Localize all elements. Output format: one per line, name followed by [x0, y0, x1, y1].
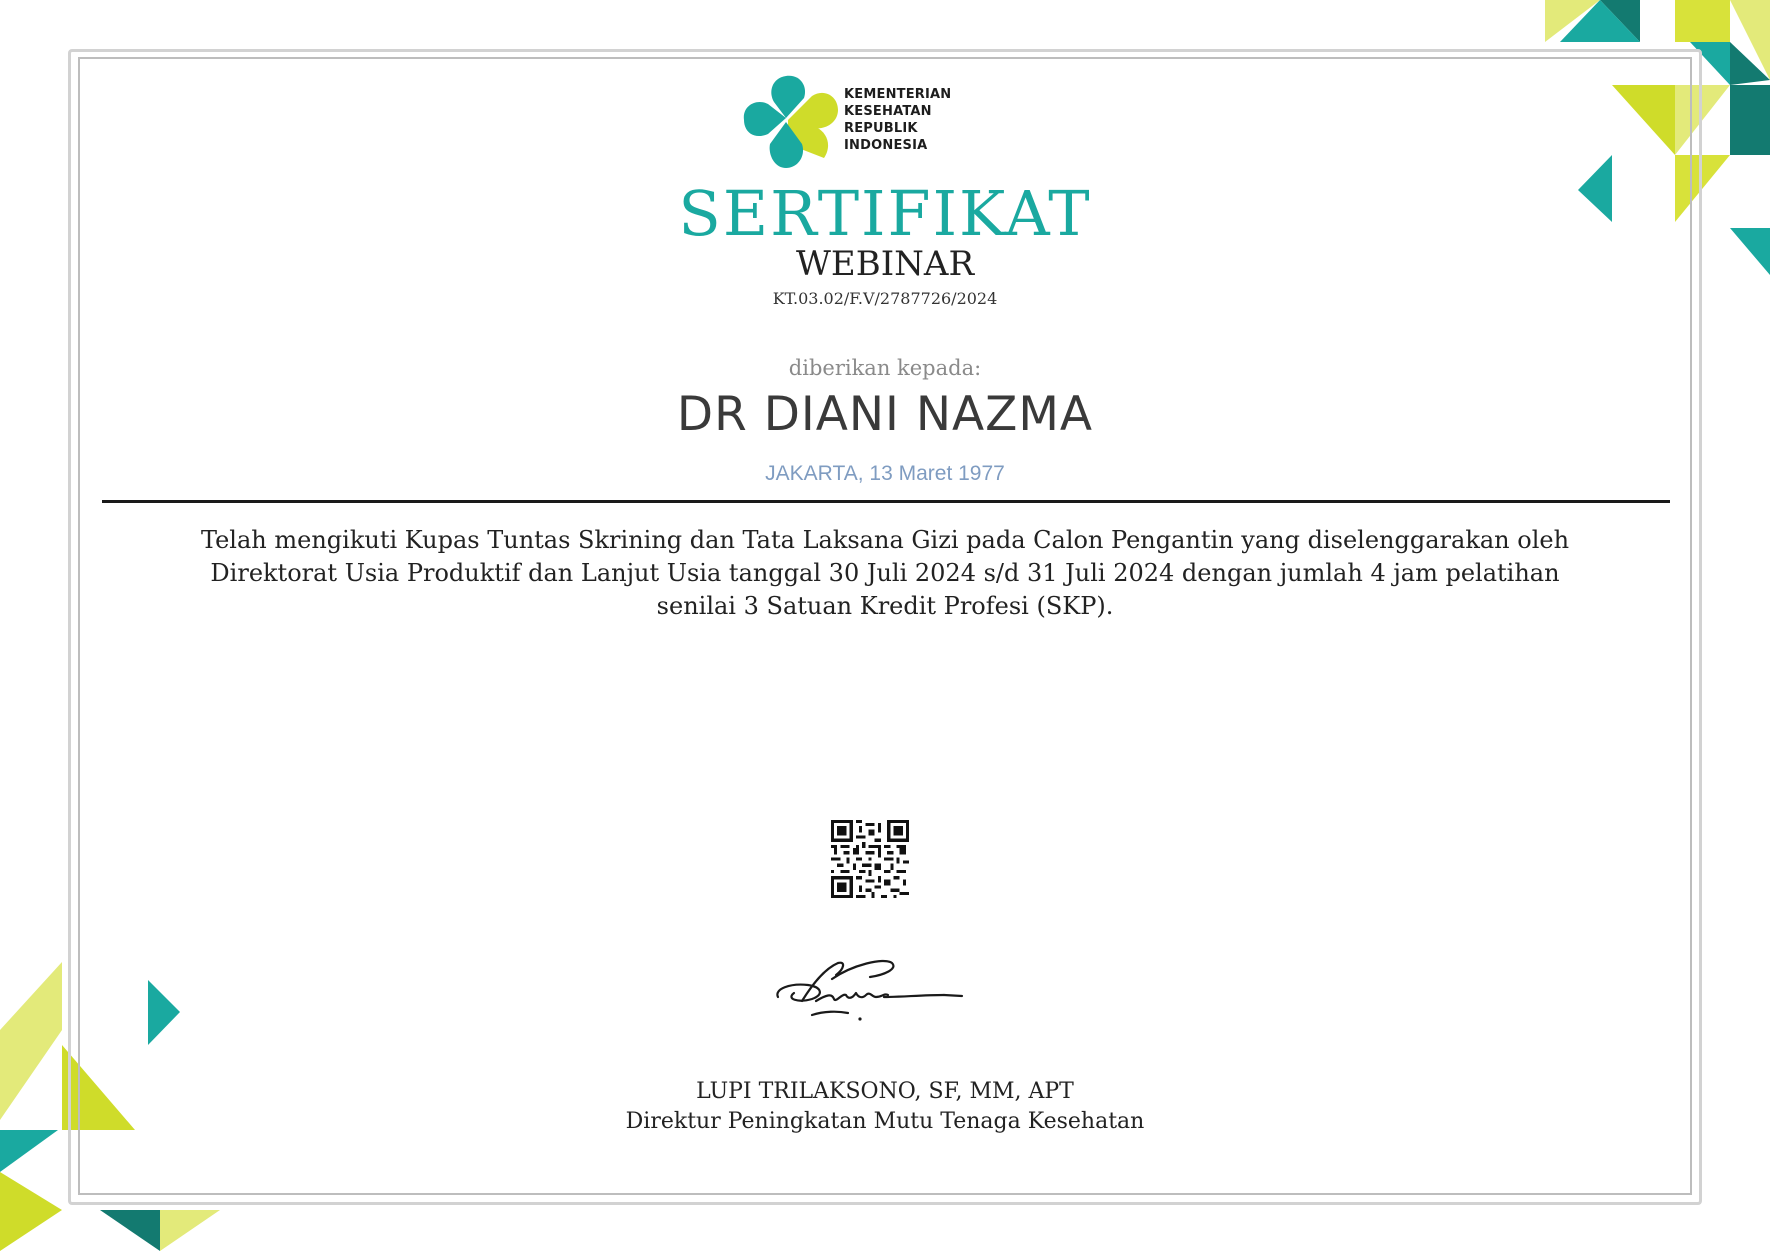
ministry-logo-text: [844, 86, 951, 154]
logo-line-3: REPUBLIK: [844, 121, 918, 136]
ministry-logo: [742, 74, 957, 170]
certificate-title: SERTIFIKAT: [678, 177, 1092, 250]
signatory-title: Direktur Peningkatan Mutu Tenaga Kesehatan: [625, 1109, 1145, 1134]
ministry-clover-logo-icon: [742, 74, 842, 170]
qr-code-icon: [831, 820, 909, 898]
recipient-name: DR DIANI NAZMA: [676, 387, 1094, 442]
divider-line: [102, 500, 1670, 503]
given-to-label: diberikan kepada:: [788, 356, 982, 380]
certificate-body-text: Telah mengikuti Kupas Tuntas Skrining dan Tata Laksana Gizi pada Calon Pengantin yang diselenggarakan oleh Direktorat Usia Produktif dan Lanjut Usia tanggal 30 Juli 2024 s/d 31 Juli 2024 dengan jumlah 4 jam pelatihan senilai 3 Satuan Kredit Profesi (SKP).: [200, 526, 1570, 620]
logo-line-4: INDONESIA: [844, 138, 928, 153]
signatory-name: LUPI TRILAKSONO, SF, MM, APT: [696, 1079, 1074, 1104]
recipient-birth-info: JAKARTA, 13 Maret 1977: [765, 462, 1005, 485]
logo-line-1: KEMENTERIAN: [844, 87, 952, 102]
logo-line-2: KESEHATAN: [844, 104, 932, 119]
certificate-number: KT.03.02/F.V/2787726/2024: [772, 289, 998, 308]
handwritten-signature-icon: [772, 955, 968, 1027]
certificate-subtitle: WEBINAR: [795, 244, 975, 284]
